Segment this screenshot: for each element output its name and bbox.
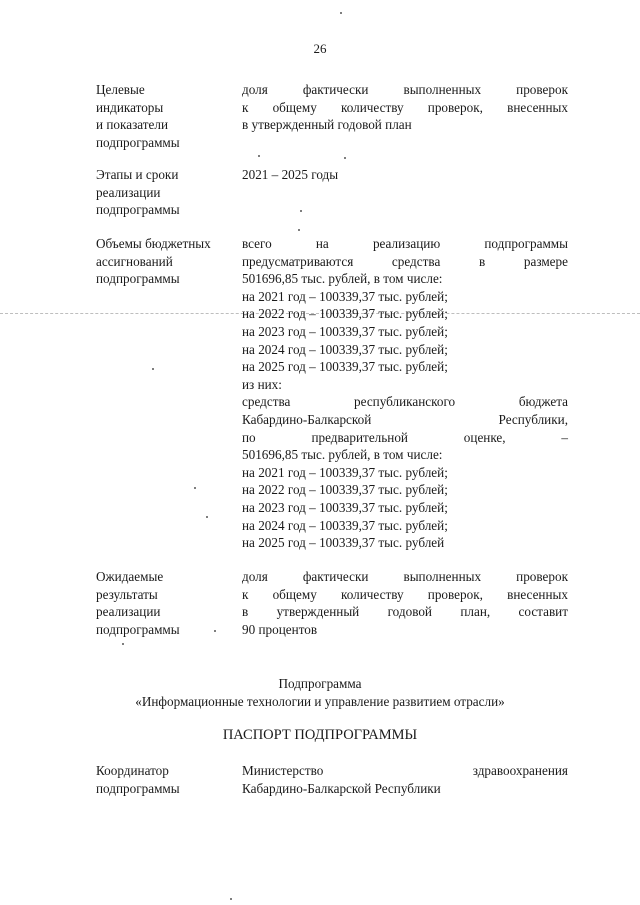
row-label <box>96 762 226 797</box>
subprogram-label: Подпрограмма <box>278 676 362 691</box>
value-line: к общему количеству проверок, внесенных <box>242 586 568 602</box>
scan-speck <box>230 898 232 900</box>
value-line: на 2022 год – 100339,37 тыс. рублей; <box>242 306 448 322</box>
value-line: на 2021 год – 100339,37 тыс. рублей; <box>242 464 448 480</box>
value-line: доля фактически выполненных проверок <box>242 569 568 584</box>
row-label <box>96 568 226 638</box>
label-line: реализации <box>96 184 161 200</box>
value-line: в утвержденный годовой план <box>242 117 412 133</box>
value-line: на 2024 год – 100339,37 тыс. рублей; <box>242 341 448 357</box>
row-label <box>96 235 226 288</box>
label-line: реализации <box>96 604 161 620</box>
scan-speck <box>122 643 124 645</box>
value-line: Кабардино-Балкарской Республики, <box>242 411 568 427</box>
value-line: 2021 – 2025 годы <box>242 167 339 182</box>
label-line: результаты <box>96 586 158 602</box>
row-label <box>96 81 226 151</box>
label-line: Координатор <box>96 763 169 778</box>
value-line: 501696,85 тыс. рублей, в том числе: <box>242 271 443 287</box>
value-line: средства республиканского бюджета <box>242 394 568 410</box>
value-line: 90 процентов <box>242 621 318 637</box>
value-line: Министерство здравоохранения <box>242 763 568 778</box>
value-line: предусматриваются средства в размере <box>242 253 568 269</box>
subprogram-title: «Информационные технологии и управление развитием отрасли» <box>135 694 505 709</box>
passport-heading: ПАСПОРТ ПОДПРОГРАММЫ <box>222 727 418 743</box>
row-value <box>242 568 568 638</box>
row-value <box>242 235 568 552</box>
value-line: на 2025 год – 100339,37 тыс. рублей <box>242 535 445 551</box>
value-line: на 2022 год – 100339,37 тыс. рублей; <box>242 482 448 498</box>
scan-speck <box>344 157 346 159</box>
value-line: на 2023 год – 100339,37 тыс. рублей; <box>242 499 448 515</box>
row-coordinator <box>96 762 568 798</box>
row-expected-results <box>96 568 568 640</box>
value-line: Кабардино-Балкарской Республики <box>242 780 441 796</box>
scan-speck <box>214 630 216 632</box>
label-line: подпрограммы <box>96 621 180 637</box>
scan-speck <box>258 155 260 157</box>
scan-speck <box>206 516 208 518</box>
value-line: на 2024 год – 100339,37 тыс. рублей; <box>242 517 448 533</box>
value-line: 501696,85 тыс. рублей, в том числе: <box>242 447 443 463</box>
value-line: по предварительной оценке, – <box>242 429 568 445</box>
row-value <box>242 762 568 797</box>
scan-speck <box>340 12 342 14</box>
row-target-indicators <box>96 81 568 153</box>
label-line: Объемы бюджетных <box>96 236 211 251</box>
label-line: подпрограммы <box>96 271 180 287</box>
value-line: из них: <box>242 376 282 392</box>
label-line: Целевые <box>96 82 145 97</box>
value-line: всего на реализацию подпрограммы <box>242 236 568 251</box>
label-line: подпрограммы <box>96 780 180 796</box>
row-value <box>242 166 568 184</box>
label-line: подпрограммы <box>96 134 180 150</box>
row-label <box>96 166 226 219</box>
value-line: на 2023 год – 100339,37 тыс. рублей; <box>242 323 448 339</box>
row-stages-terms <box>96 166 568 222</box>
label-line: подпрограммы <box>96 202 180 218</box>
page-number: 26 <box>313 41 327 56</box>
label-line: и показатели <box>96 117 169 133</box>
scan-speck <box>194 487 196 489</box>
value-line: в утвержденный годовой план, составит <box>242 604 568 620</box>
scan-speck <box>152 368 154 370</box>
value-line: на 2021 год – 100339,37 тыс. рублей; <box>242 288 448 304</box>
label-line: индикаторы <box>96 99 164 115</box>
value-line: к общему количеству проверок, внесенных <box>242 99 568 115</box>
label-line: Ожидаемые <box>96 569 164 584</box>
value-line: доля фактически выполненных проверок <box>242 82 568 97</box>
label-line: Этапы и сроки <box>96 167 179 182</box>
row-budget-allocations <box>96 235 568 555</box>
scan-speck <box>300 210 302 212</box>
scan-speck <box>298 229 300 231</box>
label-line: ассигнований <box>96 253 173 269</box>
row-value <box>242 81 568 134</box>
value-line: на 2025 год – 100339,37 тыс. рублей; <box>242 359 448 375</box>
